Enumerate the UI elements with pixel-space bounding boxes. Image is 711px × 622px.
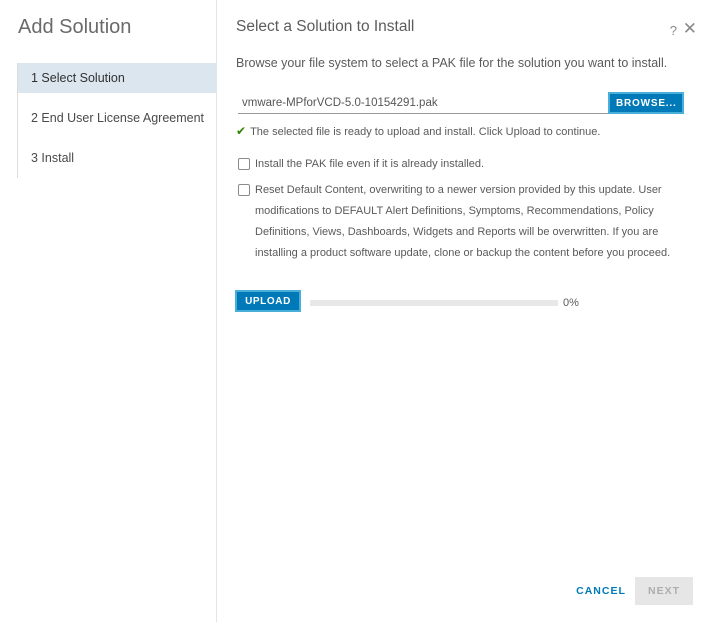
- checkmark-icon: ✔: [236, 124, 247, 138]
- step-eula[interactable]: 2 End User License Agreement: [31, 111, 205, 125]
- step-install[interactable]: 3 Install: [31, 151, 75, 165]
- wizard-steps: [17, 63, 217, 178]
- browse-button[interactable]: BROWSE...: [608, 92, 684, 114]
- page-title: Select a Solution to Install: [236, 18, 415, 35]
- install-anyway-checkbox[interactable]: [238, 158, 250, 170]
- install-anyway-label[interactable]: Install the PAK file even if it is already installed.: [255, 158, 485, 170]
- upload-progress-bar: [310, 300, 558, 306]
- next-button[interactable]: NEXT: [635, 577, 693, 605]
- step-select-solution[interactable]: 1 Select Solution: [18, 63, 217, 93]
- file-path-input[interactable]: [238, 93, 614, 114]
- wizard-title: Add Solution: [18, 16, 132, 38]
- status-text: The selected file is ready to upload and install. Click Upload to continue.: [250, 126, 601, 138]
- upload-status: [236, 124, 696, 138]
- reset-default-content-checkbox[interactable]: [238, 184, 250, 196]
- reset-default-content-option: [236, 180, 696, 264]
- upload-button[interactable]: UPLOAD: [235, 290, 301, 312]
- install-anyway-option: [236, 154, 696, 175]
- intro-text: Browse your file system to select a PAK file for the solution you want to install.: [236, 56, 668, 70]
- cancel-button[interactable]: CANCEL: [570, 578, 632, 604]
- wizard-sidebar: [0, 0, 217, 622]
- reset-default-content-label[interactable]: Reset Default Content, overwriting to a newer version provided by this update. User modifications to DEFAULT Alert Definitions, Symptoms, Recommendations, Policy Definitions, Views, Dashboards, Widgets and Reports will be overwritten. If you are installing a product software update, clone or backup the content before you proceed.: [255, 184, 671, 259]
- wizard-main: [236, 0, 711, 622]
- help-icon[interactable]: ?: [669, 23, 677, 38]
- close-icon[interactable]: ✕: [682, 19, 697, 38]
- upload-progress-text: 0%: [563, 297, 579, 309]
